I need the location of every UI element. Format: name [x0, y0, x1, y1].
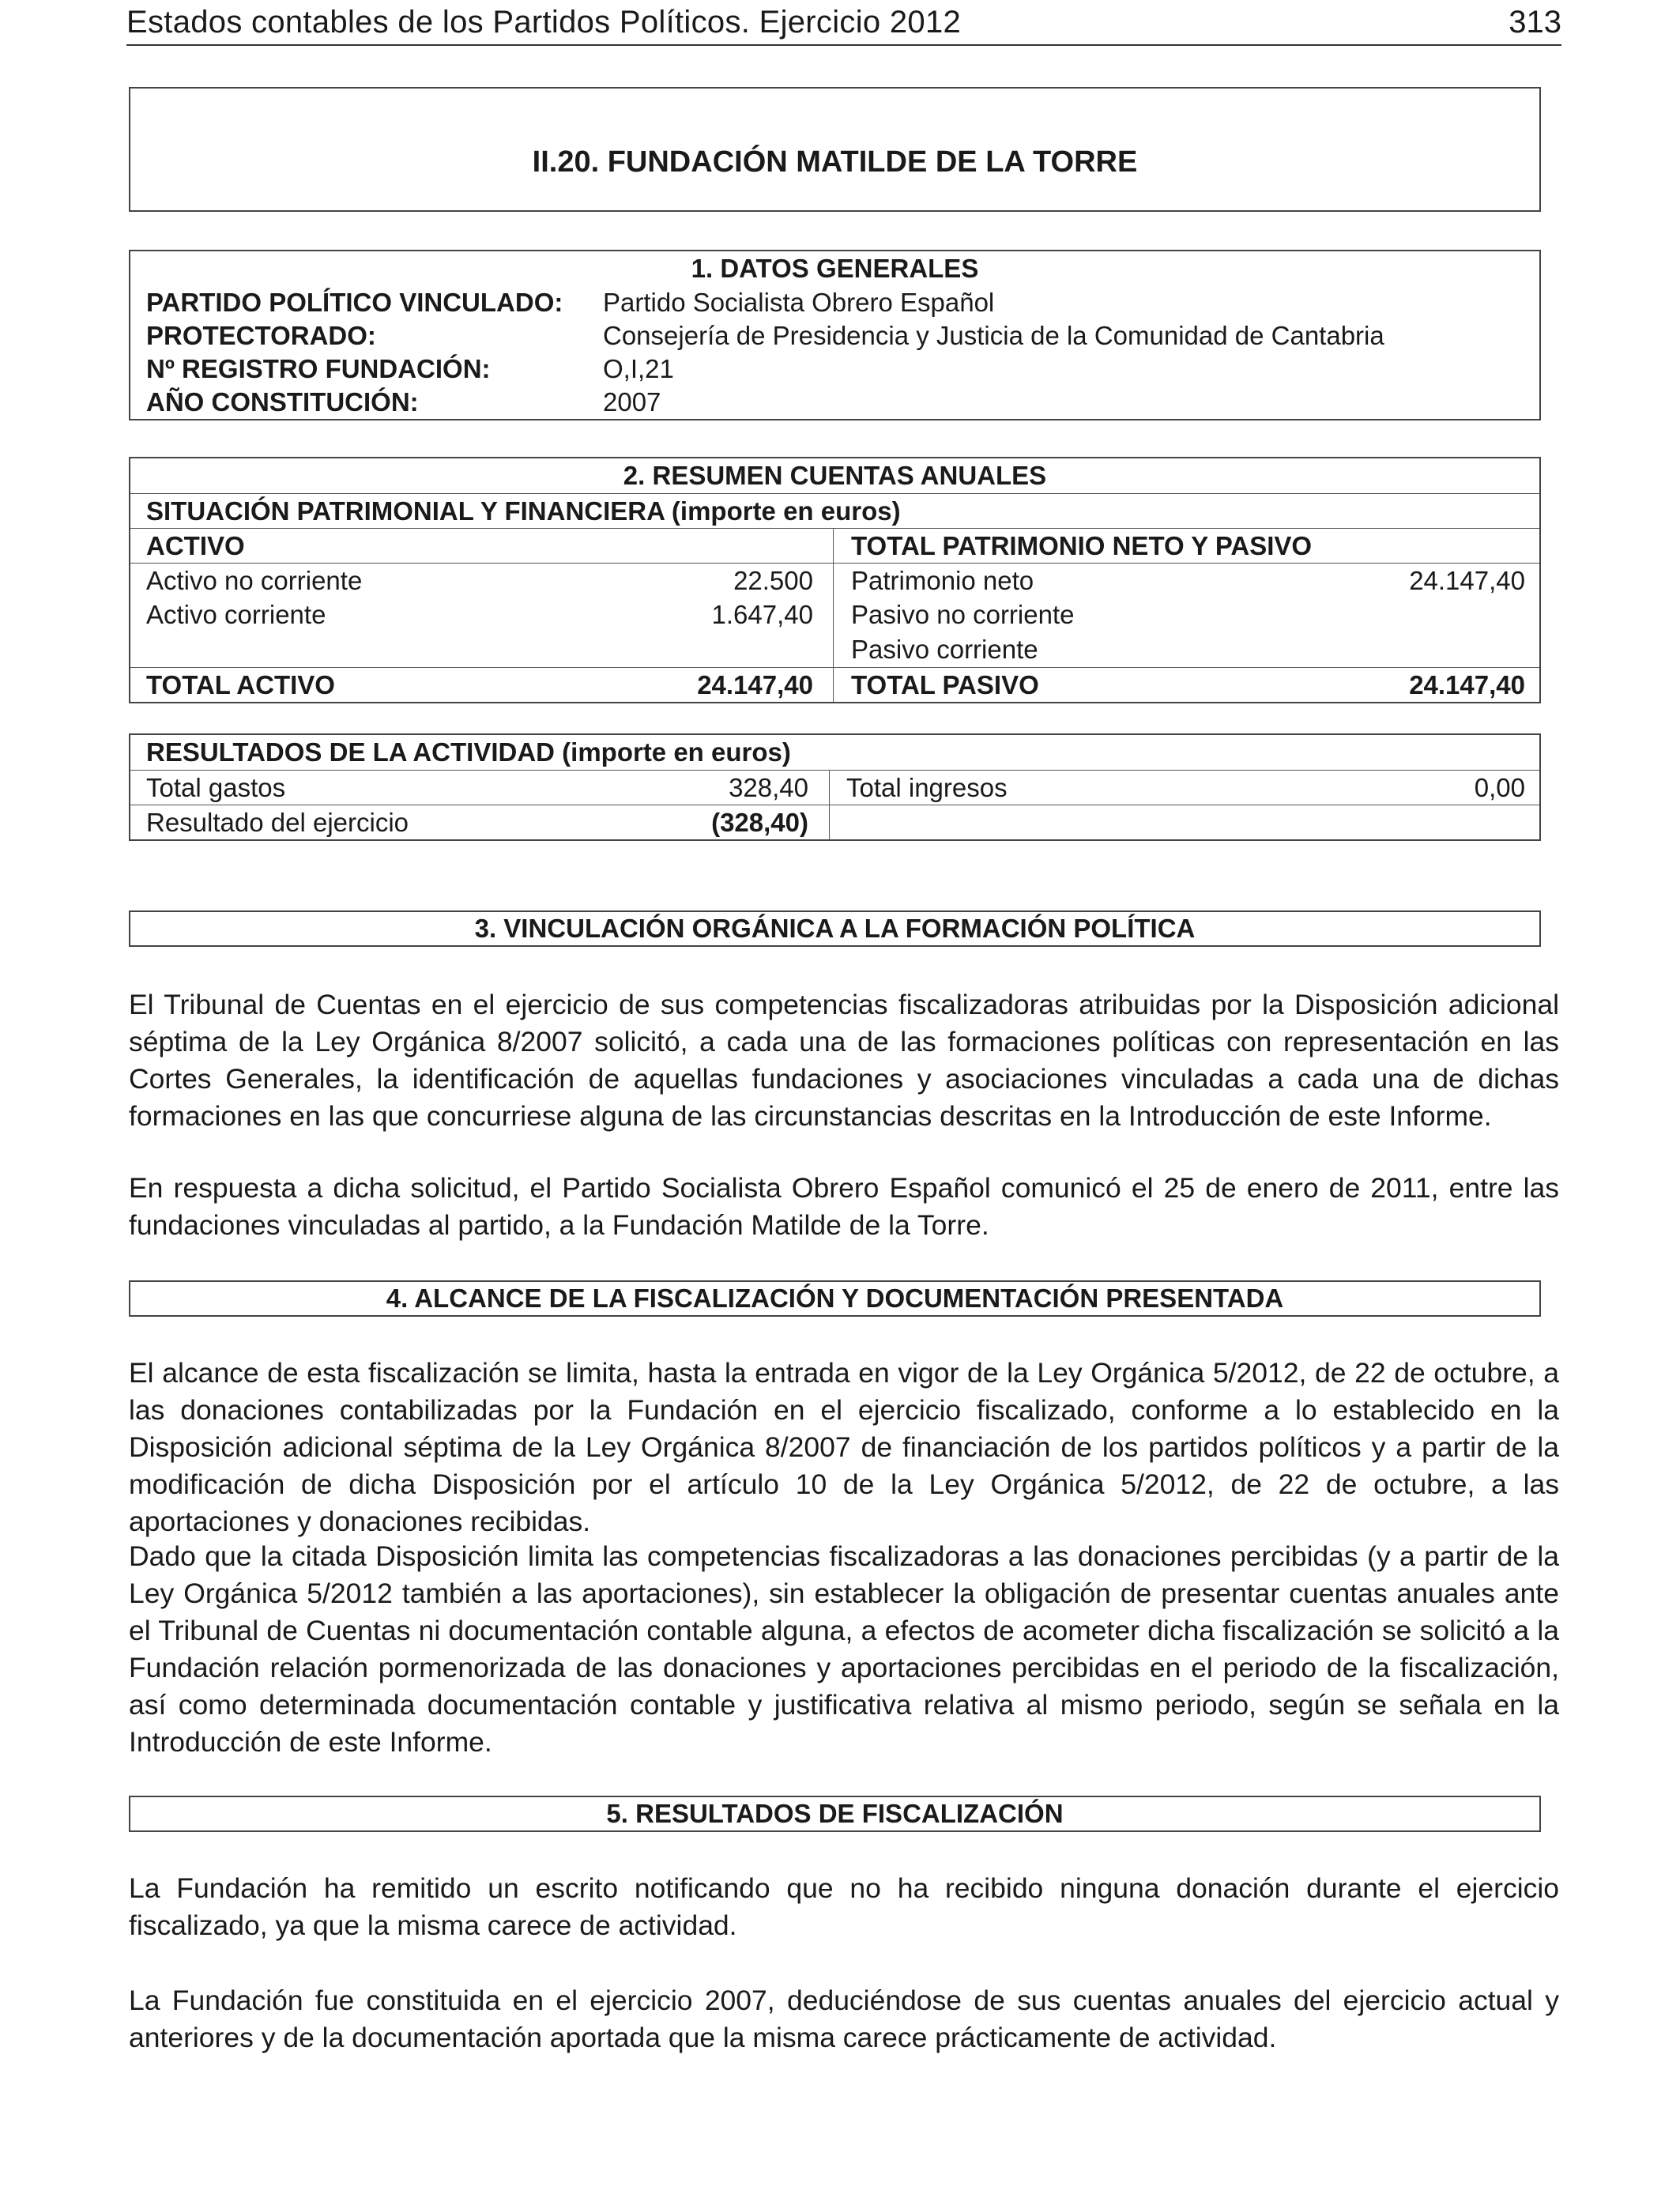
resumen-body	[130, 528, 1539, 702]
resultado-label: Resultado del ejercicio	[146, 808, 409, 837]
total-pasivo-value: 24.147,40	[1409, 670, 1525, 699]
running-header	[126, 0, 1561, 46]
table-row	[130, 598, 1539, 632]
dg-value: Partido Socialista Obrero Español	[603, 288, 995, 317]
section-5-heading-box	[129, 1796, 1541, 1832]
dg-value: 2007	[603, 387, 661, 417]
total-row	[130, 667, 1539, 702]
total-pasivo-label: TOTAL PASIVO	[851, 670, 1039, 699]
resultados-heading: RESULTADOS DE LA ACTIVIDAD (importe en euros)	[146, 737, 791, 767]
section-4-heading: 4. ALCANCE DE LA FISCALIZACIÓN Y DOCUMENTACIÓN PRESENTADA	[386, 1284, 1284, 1313]
dg-label: AÑO CONSTITUCIÓN:	[146, 387, 419, 417]
resumen-cuentas-table	[129, 457, 1541, 703]
resumen-heading: 2. RESUMEN CUENTAS ANUALES	[623, 461, 1047, 490]
pasivo-label: Pasivo no corriente	[851, 600, 1075, 629]
dg-value: O,I,21	[603, 354, 674, 383]
dg-label: PROTECTORADO:	[146, 321, 376, 350]
header-title: Estados contables de los Partidos Políticos. Ejercicio 2012	[126, 5, 962, 40]
section-3-paragraph-2: En respuesta a dicha solicitud, el Partido Socialista Obrero Español comunicó el 25 de enero de 2011, entre las fundaciones vinculadas al partido, a la Fundación Matilde de la Torre.	[129, 1172, 1559, 1241]
main-title: II.20. FUNDACIÓN MATILDE DE LA TORRE	[532, 145, 1138, 179]
resumen-subheading: SITUACIÓN PATRIMONIAL Y FINANCIERA (importe en euros)	[146, 496, 901, 526]
section-5-paragraph-1: La Fundación ha remitido un escrito notificando que no ha recibido ninguna donación durante el ejercicio fiscalizado, ya que la misma carece de actividad.	[129, 1872, 1559, 1941]
page-number: 313	[1509, 5, 1561, 40]
total-activo-label: TOTAL ACTIVO	[146, 670, 335, 699]
activo-header: ACTIVO	[146, 531, 245, 560]
activo-value: 1.647,40	[711, 600, 813, 629]
table-row	[130, 352, 1539, 386]
section-3-heading-box	[129, 910, 1541, 947]
resultados-table	[129, 733, 1541, 841]
dg-label: PARTIDO POLÍTICO VINCULADO:	[146, 288, 563, 317]
resumen-heading-row	[130, 458, 1539, 493]
pasivo-label: Pasivo corriente	[851, 635, 1038, 664]
table-row	[130, 770, 1539, 805]
main-title-box	[129, 87, 1541, 212]
section-5-paragraph-2: La Fundación fue constituida en el ejercicio 2007, deduciéndose de sus cuentas anuales del ejercicio actual y anteriores y de la documentación aportada que la misma carece prácticamente de actividad.	[129, 1985, 1559, 2053]
total-activo-value: 24.147,40	[697, 670, 813, 699]
table-row	[130, 319, 1539, 352]
dg-value: Consejería de Presidencia y Justicia de la Comunidad de Cantabria	[603, 321, 1384, 350]
resultados-heading-row	[130, 735, 1539, 770]
gastos-label: Total gastos	[146, 773, 286, 802]
activo-label: Activo corriente	[146, 600, 326, 629]
ingresos-value: 0,00	[1474, 773, 1525, 802]
datos-generales-table	[129, 250, 1541, 420]
section-3-paragraph-1: El Tribunal de Cuentas en el ejercicio de sus competencias fiscalizadoras atribuidas por la Disposición adicional séptima de la Ley Orgánica 8/2007 solicitó, a cada una de las formaciones políticas con representación en las Cortes Generales, la identificación de aquellas fundaciones y asociaciones vinculadas a cada una de dichas formaciones en las que concurriese alguna de las circunstancias descritas en la Introducción de este Informe.	[129, 989, 1559, 1132]
gastos-value: 328,40	[729, 773, 808, 802]
activo-value: 22.500	[733, 566, 813, 595]
pasivo-label: Patrimonio neto	[851, 566, 1034, 595]
section-4-paragraph-1: El alcance de esta fiscalización se limita, hasta la entrada en vigor de la Ley Orgánica 5/2012, de 22 de octubre, a las donaciones contabilizadas por la Fundación en el ejercicio fiscalizado, conforme a lo establecido en la Disposición adicional séptima de la Ley Orgánica 8/2007 de financiación de los partidos políticos y a partir de la modificación de dicha Disposición por el artículo 10 de la Ley Orgánica 5/2012, de 22 de octubre, a las aportaciones y donaciones recibidas.	[129, 1357, 1559, 1537]
pasivo-header: TOTAL PATRIMONIO NETO Y PASIVO	[851, 531, 1313, 560]
resultados-body	[130, 770, 1539, 839]
table-row	[130, 632, 1539, 667]
section-3-heading: 3. VINCULACIÓN ORGÁNICA A LA FORMACIÓN POLÍTICA	[474, 914, 1196, 943]
table-row	[130, 805, 1539, 839]
resultado-value: (328,40)	[711, 808, 808, 837]
section-5-heading: 5. RESULTADOS DE FISCALIZACIÓN	[606, 1799, 1064, 1828]
section-4-paragraph-2: Dado que la citada Disposición limita las competencias fiscalizadoras a las donaciones percibidas (y a partir de la Ley Orgánica 5/2012 también a las aportaciones), sin establecer la obligación de presentar cuentas anuales ante el Tribunal de Cuentas ni documentación contable alguna, a efectos de acometer dicha fiscalización se solicitó a la Fundación relación pormenorizada de las donaciones y aportaciones percibidas en el periodo de la fiscalización, así como determinada documentación contable y justificativa relativa al mismo periodo, según se señala en la Introducción de este Informe.	[129, 1540, 1559, 1758]
activo-label: Activo no corriente	[146, 566, 363, 595]
table-row	[130, 386, 1539, 419]
datos-generales-heading-row	[130, 251, 1539, 286]
ingresos-label: Total ingresos	[846, 773, 1008, 802]
resumen-subheading-row	[130, 493, 1539, 528]
table-row	[130, 286, 1539, 319]
section-4-heading-box	[129, 1280, 1541, 1317]
table-row	[130, 563, 1539, 598]
resumen-column-headers	[130, 528, 1539, 563]
dg-label: Nº REGISTRO FUNDACIÓN:	[146, 354, 491, 383]
datos-generales-heading: 1. DATOS GENERALES	[691, 254, 979, 283]
pasivo-value: 24.147,40	[1409, 566, 1525, 595]
